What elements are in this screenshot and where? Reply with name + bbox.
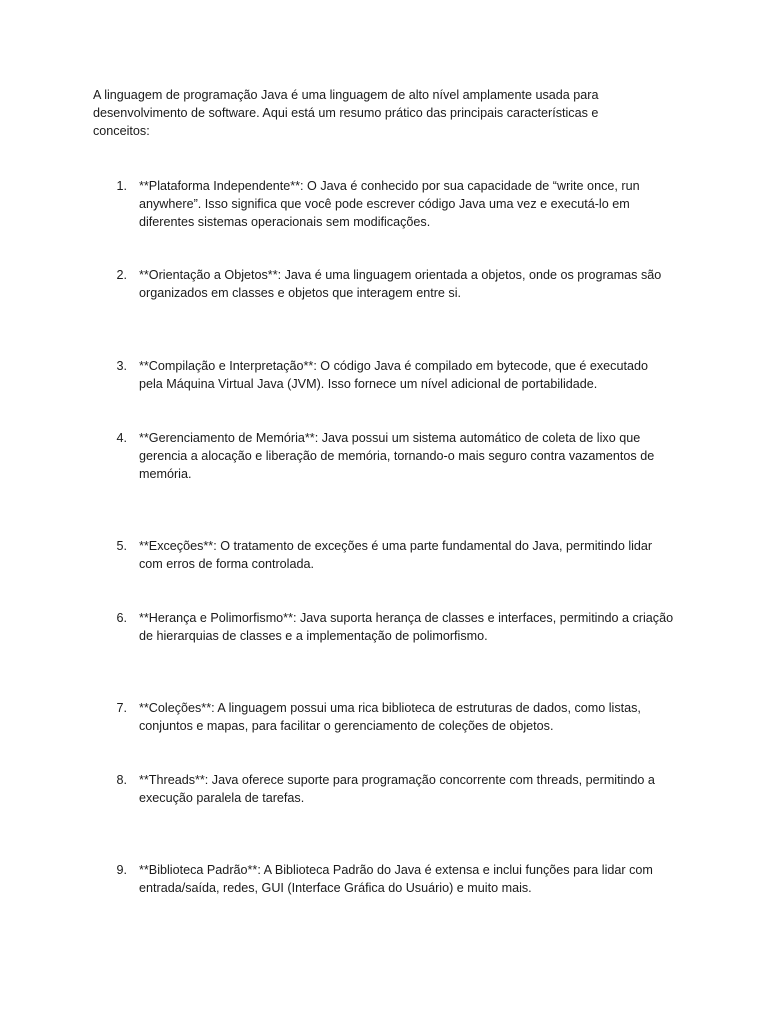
list-item-text: **Herança e Polimorfismo**: Java suporta herança de classes e interfaces, permitindo a criação de hierarquias de classes e a implementação de polimorfismo.	[139, 611, 674, 643]
list-item-text: **Gerenciamento de Memória**: Java possui um sistema automático de coleta de lixo que gerencia a alocação e liberação de memória, tornando-o mais seguro contra vazamentos de memória.	[139, 431, 655, 481]
list-item-number: 1.	[116, 179, 127, 193]
list-item-number: 2.	[116, 268, 127, 282]
list-item-text: **Compilação e Interpretação**: O código Java é compilado em bytecode, que é executado pela Máquina Virtual Java (JVM). Isso fornece um nível adicional de portabilidade.	[139, 359, 648, 391]
intro-paragraph: A linguagem de programação Java é uma linguagem de alto nível amplamente usada para desenvolvimento de software. Aqui está um resumo prático das principais características e conceitos:	[93, 88, 599, 138]
list-item-number: 5.	[116, 539, 127, 553]
list-item-number: 8.	[116, 773, 127, 787]
list-item-text: **Biblioteca Padrão**: A Biblioteca Padrão do Java é extensa e inclui funções para lidar com entrada/saída, redes, GUI (Interface Gráfica do Usuário) e muito mais.	[139, 863, 653, 895]
list-item-number: 6.	[116, 611, 127, 625]
list-item-number: 7.	[116, 701, 127, 715]
list-item-number: 9.	[116, 863, 127, 877]
list-item-number: 3.	[116, 359, 127, 373]
list-item-number: 4.	[116, 431, 127, 445]
list-item-text: **Orientação a Objetos**: Java é uma linguagem orientada a objetos, onde os programas são organizados em classes e objetos que interagem entre si.	[139, 268, 662, 300]
list-item-text: **Plataforma Independente**: O Java é conhecido por sua capacidade de “write once, run anywhere”. Isso significa que você pode escrever código Java uma vez e executá-lo em diferentes sistemas operacionais sem modificações.	[139, 179, 640, 229]
list-item-text: **Coleções**: A linguagem possui uma rica biblioteca de estruturas de dados, como listas, conjuntos e mapas, para facilitar o gerenciamento de coleções de objetos.	[139, 701, 641, 733]
list-item-text: **Exceções**: O tratamento de exceções é uma parte fundamental do Java, permitindo lidar com erros de forma controlada.	[139, 539, 653, 571]
list-item-text: **Threads**: Java oferece suporte para programação concorrente com threads, permitindo a execução paralela de tarefas.	[139, 773, 655, 805]
